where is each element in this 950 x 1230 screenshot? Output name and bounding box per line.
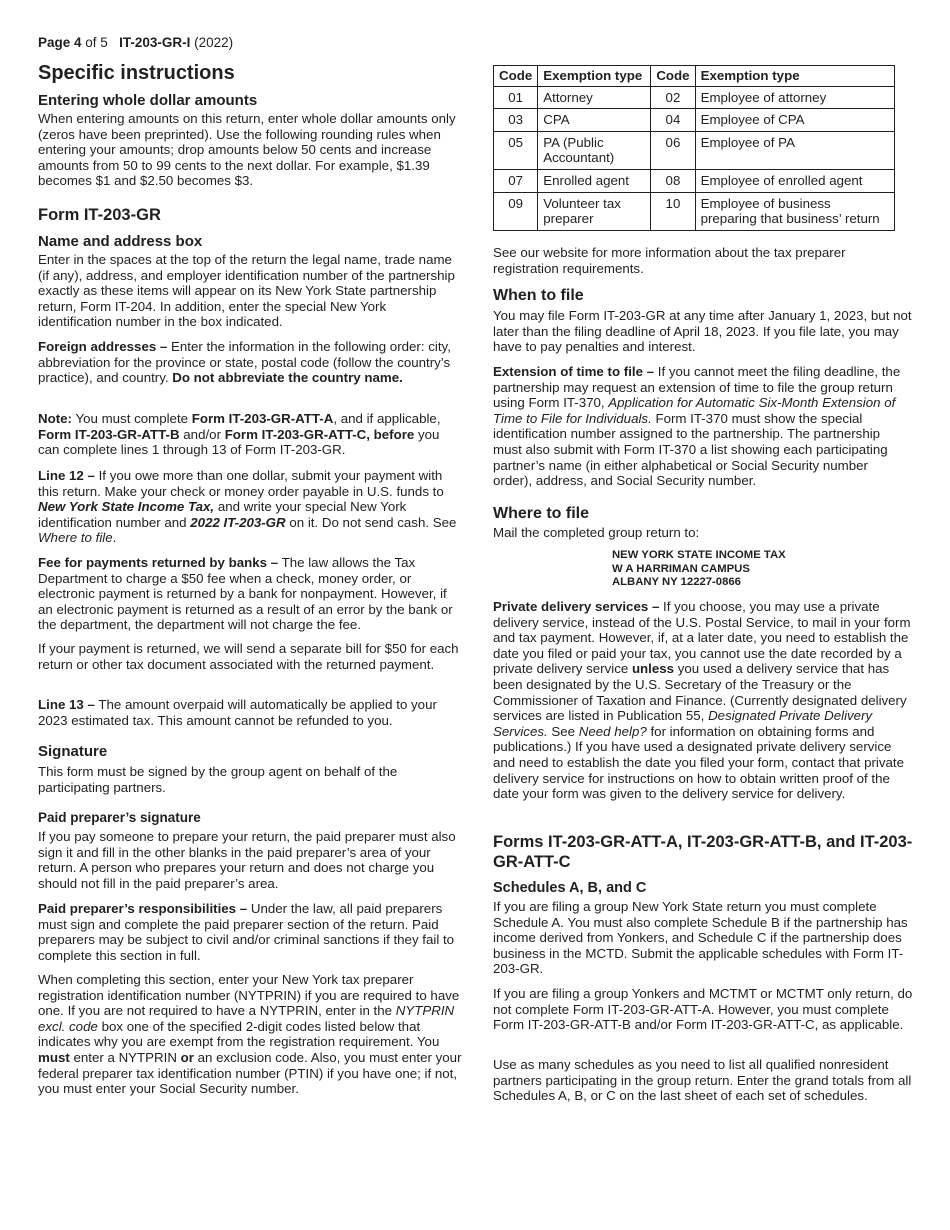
form-year: (2022) bbox=[194, 35, 234, 50]
code-cell: 10 bbox=[651, 192, 695, 230]
extension-t2: Form IT-370 must show the special identification number assigned to the partnership. The partnership must also submit with Form IT-370 a list showing each participating partner’s name (in either alphabetical or Social Security number order), address, and Social Security number. bbox=[493, 410, 888, 489]
table-row bbox=[494, 86, 895, 109]
schedules-heading: Schedules A, B, and C bbox=[493, 880, 647, 896]
pds-publication-name: Designated Private Delivery Services. bbox=[493, 708, 873, 739]
extension-paragraph bbox=[493, 364, 909, 489]
foreign-addresses-paragraph bbox=[38, 339, 460, 386]
page-title: Specific instructions bbox=[38, 62, 235, 84]
note-b1: Form IT-203-GR-ATT-A bbox=[191, 411, 334, 426]
signature-heading: Signature bbox=[38, 743, 108, 760]
address-line: NEW YORK STATE INCOME TAX bbox=[612, 549, 786, 561]
responsibilities-lead: Paid preparer’s responsibilities – bbox=[38, 901, 248, 916]
line13-text: The amount overpaid will automatically be applied to your 2023 estimated tax. This amount cannot be refunded to you. bbox=[38, 697, 437, 728]
extension-form-name: Application for Automatic Six-Month Extension of Time to File for Individuals. bbox=[493, 395, 896, 426]
exemption-type-cell: Attorney bbox=[538, 86, 651, 109]
page-number: Page 4 bbox=[38, 35, 82, 50]
foreign-lead: Foreign addresses – bbox=[38, 339, 168, 354]
note-b2: Form IT-203-GR-ATT-B bbox=[38, 426, 180, 442]
code-cell: 04 bbox=[651, 109, 695, 132]
where-to-file-text: Mail the completed group return to: bbox=[493, 525, 700, 540]
form-id: IT-203-GR-I bbox=[119, 35, 191, 50]
pds-lead: Private delivery services – bbox=[493, 599, 660, 614]
code-cell: 09 bbox=[494, 192, 538, 230]
line12-t2: and write your special New York identification number and bbox=[38, 499, 407, 530]
note-b3: Form IT-203-GR-ATT-C, before bbox=[224, 426, 415, 442]
nytprin-paragraph bbox=[38, 972, 462, 1097]
responsibilities-paragraph bbox=[38, 901, 462, 963]
exemption-type-cell: CPA bbox=[538, 109, 651, 132]
exemption-type-cell: Volunteer tax preparer bbox=[538, 192, 651, 230]
website-text: See our website for more information about the tax preparer registration requirements. bbox=[493, 245, 846, 276]
paid-preparer-signature-text: If you pay someone to prepare your return, the paid preparer must also sign it and fill in the other blanks in the paid preparer’s area of your return. A person who prepares your return and does not charge you should not fill in the paid preparer’s area. bbox=[38, 829, 456, 891]
pds-t1: If you choose, you may use a private delivery service, instead of the U.S. Postal Service, to mail in your form and tax payment. However, if, at a later date, you need to establish the date you filed or paid your tax, you cannot use the date recorded by a private delivery service bbox=[493, 599, 911, 677]
mailing-address bbox=[612, 549, 786, 590]
exemption-type-cell: Employee of PA bbox=[695, 131, 894, 169]
fee-paragraph bbox=[38, 555, 462, 633]
nytprin-must: must bbox=[38, 1049, 70, 1065]
code-cell: 02 bbox=[651, 86, 695, 109]
code-cell: 01 bbox=[494, 86, 538, 109]
table-row bbox=[494, 109, 895, 132]
private-delivery-paragraph bbox=[493, 599, 915, 802]
fee-text: The law allows the Tax Department to charge a $50 fee when a check, money order, or electronic payment is returned by a bank for nonpayment. However, if an electronic payment is returned as a result of an error by the bank or the department, the department will not charge the fee. bbox=[38, 555, 453, 633]
fee-lead: Fee for payments returned by banks – bbox=[38, 555, 279, 570]
page-of: of 5 bbox=[85, 35, 108, 50]
responsibilities-text: Under the law, all paid preparers must sign and complete the paid preparer section of the return. Paid preparers may be subject to civil and/or criminal sanctions if they fail to complete this section in full. bbox=[38, 901, 455, 963]
pds-need-help: Need help? bbox=[578, 723, 647, 739]
nytprin-t2: box one of the specified 2-digit codes listed below that indicates why you are exempt from the registration requirement. You bbox=[38, 1018, 440, 1050]
note-t2: , and if applicable, bbox=[333, 411, 441, 426]
nytprin-excl-code: NYTPRIN excl. code bbox=[38, 1003, 455, 1034]
line12-paragraph bbox=[38, 468, 460, 546]
note-t1: You must complete bbox=[71, 411, 192, 426]
returned-payment-text: If your payment is returned, we will send a separate bill for $50 for each return or other tax document associated with the returned payment. bbox=[38, 641, 459, 672]
pds-t2: you used a delivery service that has been designated by the U.S. Secretary of the Treasury or the Commissioner of Taxation and Finance. (Currently designated delivery services are listed in Publication 55, bbox=[493, 661, 907, 724]
exemption-type-cell: PA (Public Accountant) bbox=[538, 131, 651, 169]
note-paragraph bbox=[38, 411, 462, 458]
page-header bbox=[38, 35, 233, 50]
line12-t3: on it. Do not send cash. See bbox=[285, 514, 457, 530]
table-row bbox=[494, 131, 895, 169]
code-cell: 03 bbox=[494, 109, 538, 132]
nytprin-t1: When completing this section, enter your New York tax preparer registration identification number (NYTPRIN) if you are required to have one. If you are not required to have a NYTPRIN, enter in the bbox=[38, 972, 460, 1019]
code-cell: 05 bbox=[494, 131, 538, 169]
line13-paragraph bbox=[38, 697, 462, 728]
col-header-exemption-type: Exemption type bbox=[538, 66, 651, 87]
table-header-row bbox=[494, 66, 895, 87]
foreign-bold: Do not abbreviate the country name. bbox=[172, 370, 403, 386]
note-t4: you can complete lines 1 through 13 of Form IT-203-GR. bbox=[38, 426, 440, 458]
nytprin-t4: an exclusion code. Also, you must enter your federal preparer tax identification number (PTIN) if you have one; if not, you must enter your Social Security number. bbox=[38, 1049, 462, 1097]
pds-t4: for information on obtaining forms and publications.) If you have used a designated private delivery service and need to establish the date you filed your form, contact that private delivery service for instructions on how to obtain written proof of the date your form was given to the delivery service for delivery. bbox=[493, 723, 904, 802]
code-cell: 06 bbox=[651, 131, 695, 169]
nytprin-t3: enter a NYTPRIN bbox=[69, 1049, 181, 1065]
schedules-text-2: If you are filing a group Yonkers and MCTMT or MCTMT only return, do not complete Form IT-203-GR-ATT-A. However, you must complete Form IT-203-GR-ATT-B and/or Form IT-203-GR-ATT-C, as applicable. bbox=[493, 986, 913, 1033]
paid-preparer-signature-heading: Paid preparer’s signature bbox=[38, 810, 201, 825]
exemption-type-cell: Employee of enrolled agent bbox=[695, 169, 894, 192]
line12-where-to-file: Where to file bbox=[38, 530, 113, 546]
name-address-text: Enter in the spaces at the top of the return the legal name, trade name (if any), address, and employer identification number of the partnership exactly as these items will appear on its New York State partnership return, Form IT-204. In addition, enter the special New York identification number in the box indicated. bbox=[38, 252, 455, 330]
exemption-code-table bbox=[493, 65, 895, 231]
exemption-type-cell: Employee of attorney bbox=[695, 86, 894, 109]
when-to-file-text: You may file Form IT-203-GR at any time after January 1, 2023, but not later than the filing deadline of April 18, 2023. If you file late, you may have to pay penalties and interest. bbox=[493, 308, 912, 355]
col-header-code: Code bbox=[651, 66, 695, 87]
extension-t1: If you cannot meet the filing deadline, the partnership may request an extension of time to file the group return using Form IT-370, bbox=[493, 364, 901, 411]
exemption-type-cell: Employee of business preparing that business’ return bbox=[695, 192, 894, 230]
schedules-text-3: Use as many schedules as you need to list all qualified nonresident partners participating in the group return. Enter the grand totals from all Schedules A, B, or C on the last sheet of each set of schedules. bbox=[493, 1057, 912, 1104]
line12-t4: . bbox=[112, 530, 117, 546]
col-header-exemption-type: Exemption type bbox=[695, 66, 894, 87]
line13-lead: Line 13 – bbox=[38, 697, 95, 712]
line12-t1: If you owe more than one dollar, submit your payment with this return. Make your check or money order payable in U.S. funds to bbox=[38, 468, 444, 499]
form-heading: Form IT-203-GR bbox=[38, 206, 161, 224]
code-cell: 08 bbox=[651, 169, 695, 192]
table-row bbox=[494, 169, 895, 192]
table-row bbox=[494, 192, 895, 230]
whole-dollar-heading: Entering whole dollar amounts bbox=[38, 92, 258, 109]
nytprin-or: or bbox=[180, 1049, 194, 1065]
address-line: W A HARRIMAN CAMPUS bbox=[612, 562, 750, 575]
line12-lead: Line 12 – bbox=[38, 468, 95, 483]
exemption-type-cell: Enrolled agent bbox=[538, 169, 651, 192]
name-address-heading: Name and address box bbox=[38, 233, 203, 250]
schedules-text-1: If you are filing a group New York State return you must complete Schedule A. You must also complete Schedule B if the partnership has income derived from Yonkers, and Schedule C if the partnership does business in the MCTD. Submit the applicable schedules with Form IT-203-GR. bbox=[493, 899, 908, 977]
address-line: ALBANY NY 12227-0866 bbox=[612, 576, 741, 588]
pds-unless: unless bbox=[631, 661, 675, 677]
pds-t3: See bbox=[547, 723, 579, 739]
exemption-type-cell: Employee of CPA bbox=[695, 109, 894, 132]
where-to-file-heading: Where to file bbox=[493, 505, 590, 522]
att-forms-heading: Forms IT-203-GR-ATT-A, IT-203-GR-ATT-B, and IT-203-GR-ATT-C bbox=[493, 833, 913, 871]
code-cell: 07 bbox=[494, 169, 538, 192]
extension-lead: Extension of time to file – bbox=[493, 364, 655, 379]
line12-bi2: 2022 IT-203-GR bbox=[190, 514, 286, 530]
signature-text: This form must be signed by the group agent on behalf of the participating partners. bbox=[38, 764, 398, 795]
line12-bi1: New York State Income Tax, bbox=[38, 499, 215, 515]
note-t3: and/or bbox=[179, 426, 225, 442]
foreign-text: Enter the information in the following order: city, abbreviation for the province or state, postal code (follow the country’s practice), and country. bbox=[38, 339, 451, 386]
when-to-file-heading: When to file bbox=[493, 287, 584, 304]
whole-dollar-text: When entering amounts on this return, enter whole dollar amounts only (zeros have been preprinted). Use the following rounding rules when entering your amounts; drop amounts below 50 cents and increase amounts from 50 to 99 cents to the next dollar. For example, $1.39 becomes $1 and $2.50 becomes $3. bbox=[38, 111, 456, 189]
col-header-code: Code bbox=[494, 66, 538, 87]
note-lead: Note: bbox=[38, 411, 72, 426]
